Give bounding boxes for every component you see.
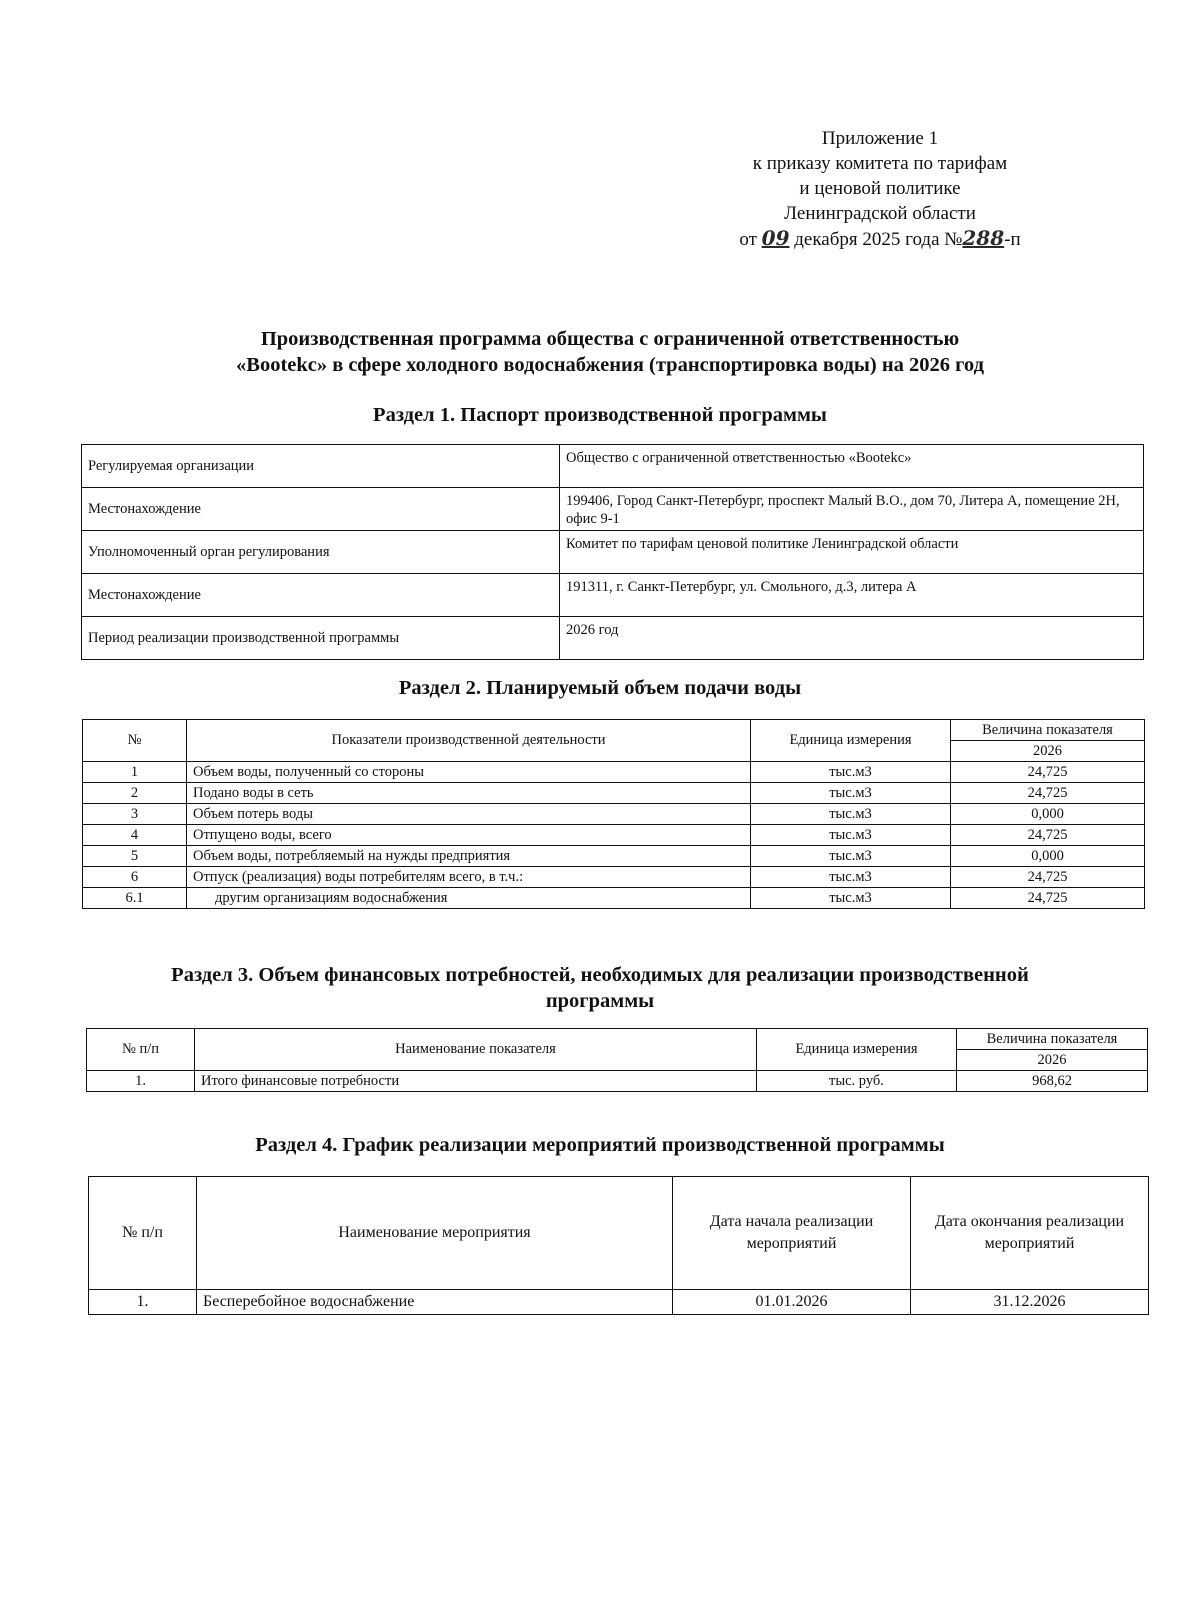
date-mid: декабря 2025 года № (794, 229, 963, 250)
row-value: 24,725 (951, 783, 1145, 804)
row-value: 24,725 (951, 888, 1145, 909)
title-line-2: «Вootekc» в сфере холодного водоснабжения (транспортировка воды) на 2026 год (236, 354, 984, 376)
row-value: 968,62 (957, 1071, 1148, 1092)
header-value: Величина показателя (957, 1029, 1148, 1050)
table-row (82, 574, 1144, 617)
row-indicator: Объем потерь воды (187, 804, 751, 825)
passport-value: 2026 год (560, 617, 1144, 660)
header-unit: Единица измерения (751, 720, 951, 762)
row-indicator: Отпуск (реализация) воды потребителям всего, в т.ч.: (187, 867, 751, 888)
header-num: № (83, 720, 187, 762)
row-unit: тыс. руб. (757, 1071, 957, 1092)
appendix-line: и ценовой политике (799, 178, 961, 199)
header-year: 2026 (957, 1050, 1148, 1071)
row-value: 0,000 (951, 846, 1145, 867)
section1-heading: Раздел 1. Паспорт производственной программы (373, 404, 827, 426)
passport-value: 199406, Город Санкт-Петербург, проспект Малый В.О., дом 70, Литера А, помещение 2Н, офис 9-1 (560, 488, 1144, 531)
table-row (82, 617, 1144, 660)
row-unit: тыс.м3 (751, 867, 951, 888)
passport-label: Уполномоченный орган регулирования (82, 531, 560, 574)
table-row (83, 804, 1145, 825)
passport-label: Период реализации производственной программы (82, 617, 560, 660)
row-unit: тыс.м3 (751, 783, 951, 804)
appendix-header (690, 126, 1070, 252)
header-start: Дата начала реализации мероприятий (673, 1177, 911, 1290)
table-row (82, 488, 1144, 531)
header-num: № п/п (87, 1029, 195, 1071)
table-row (89, 1290, 1149, 1315)
passport-label: Регулируемая организации (82, 445, 560, 488)
header-name: Наименование показателя (195, 1029, 757, 1071)
section3-heading (80, 962, 1120, 1014)
appendix-title: Приложение 1 (821, 128, 939, 149)
passport-value: Комитет по тарифам ценовой политике Ленинградской области (560, 531, 1144, 574)
row-num: 5 (83, 846, 187, 867)
passport-value: Общество с ограниченной ответственностью «Вootekc» (560, 445, 1144, 488)
row-num: 4 (83, 825, 187, 846)
table-row (82, 531, 1144, 574)
header-year: 2026 (951, 741, 1145, 762)
table-row (87, 1071, 1148, 1092)
row-unit: тыс.м3 (751, 762, 951, 783)
document-title (120, 326, 1100, 378)
row-indicator: Подано воды в сеть (187, 783, 751, 804)
section2-heading: Раздел 2. Планируемый объем подачи воды (398, 677, 802, 699)
water-volume-table (82, 719, 1145, 909)
handwritten-order-number: 288 (962, 226, 1005, 250)
header-end: Дата окончания реализации мероприятий (911, 1177, 1149, 1290)
appendix-date-line (690, 226, 1070, 252)
row-num: 6 (83, 867, 187, 888)
passport-value: 191311, г. Санкт-Петербург, ул. Смольного, д.3, литера А (560, 574, 1144, 617)
row-unit: тыс.м3 (751, 825, 951, 846)
row-start-date: 01.01.2026 (673, 1290, 911, 1315)
header-indicator: Показатели производственной деятельности (187, 720, 751, 762)
passport-label: Местонахождение (82, 574, 560, 617)
header-num: № п/п (89, 1177, 197, 1290)
appendix-line: Ленинградской области (784, 203, 976, 224)
date-prefix: от (739, 229, 757, 250)
row-num: 1 (83, 762, 187, 783)
table-row (83, 762, 1145, 783)
financial-needs-table (86, 1028, 1148, 1092)
order-suffix: -п (1004, 229, 1021, 250)
row-unit: тыс.м3 (751, 888, 951, 909)
section4-heading: Раздел 4. График реализации мероприятий производственной программы (255, 1134, 945, 1156)
section3-heading-line-1: Раздел 3. Объем финансовых потребностей, необходимых для реализации производственной (171, 964, 1029, 986)
header-unit: Единица измерения (757, 1029, 957, 1071)
table-row (83, 825, 1145, 846)
row-unit: тыс.м3 (751, 804, 951, 825)
appendix-line: к приказу комитета по тарифам (752, 153, 1008, 174)
row-num: 1. (89, 1290, 197, 1315)
passport-label: Местонахождение (82, 488, 560, 531)
row-indicator: Объем воды, потребляемый на нужды предприятия (187, 846, 751, 867)
row-unit: тыс.м3 (751, 846, 951, 867)
table-row (83, 888, 1145, 909)
row-value: 24,725 (951, 867, 1145, 888)
schedule-table (88, 1176, 1149, 1315)
row-name: Бесперебойное водоснабжение (197, 1290, 673, 1315)
row-end-date: 31.12.2026 (911, 1290, 1149, 1315)
header-name: Наименование мероприятия (197, 1177, 673, 1290)
title-line-1: Производственная программа общества с ограниченной ответственностью (260, 328, 960, 350)
row-num: 1. (87, 1071, 195, 1092)
row-name: Итого финансовые потребности (195, 1071, 757, 1092)
row-num: 6.1 (83, 888, 187, 909)
header-value: Величина показателя (951, 720, 1145, 741)
table-row (82, 445, 1144, 488)
row-num: 3 (83, 804, 187, 825)
row-value: 24,725 (951, 762, 1145, 783)
row-indicator: Объем воды, полученный со стороны (187, 762, 751, 783)
row-num: 2 (83, 783, 187, 804)
row-value: 24,725 (951, 825, 1145, 846)
row-value: 0,000 (951, 804, 1145, 825)
table-row (83, 867, 1145, 888)
row-indicator: Отпущено воды, всего (187, 825, 751, 846)
handwritten-day: 09 (761, 226, 790, 250)
section3-heading-line-2: программы (545, 990, 655, 1012)
passport-table (81, 444, 1144, 660)
table-row (83, 783, 1145, 804)
row-indicator: другим организациям водоснабжения (187, 888, 751, 909)
table-row (83, 846, 1145, 867)
